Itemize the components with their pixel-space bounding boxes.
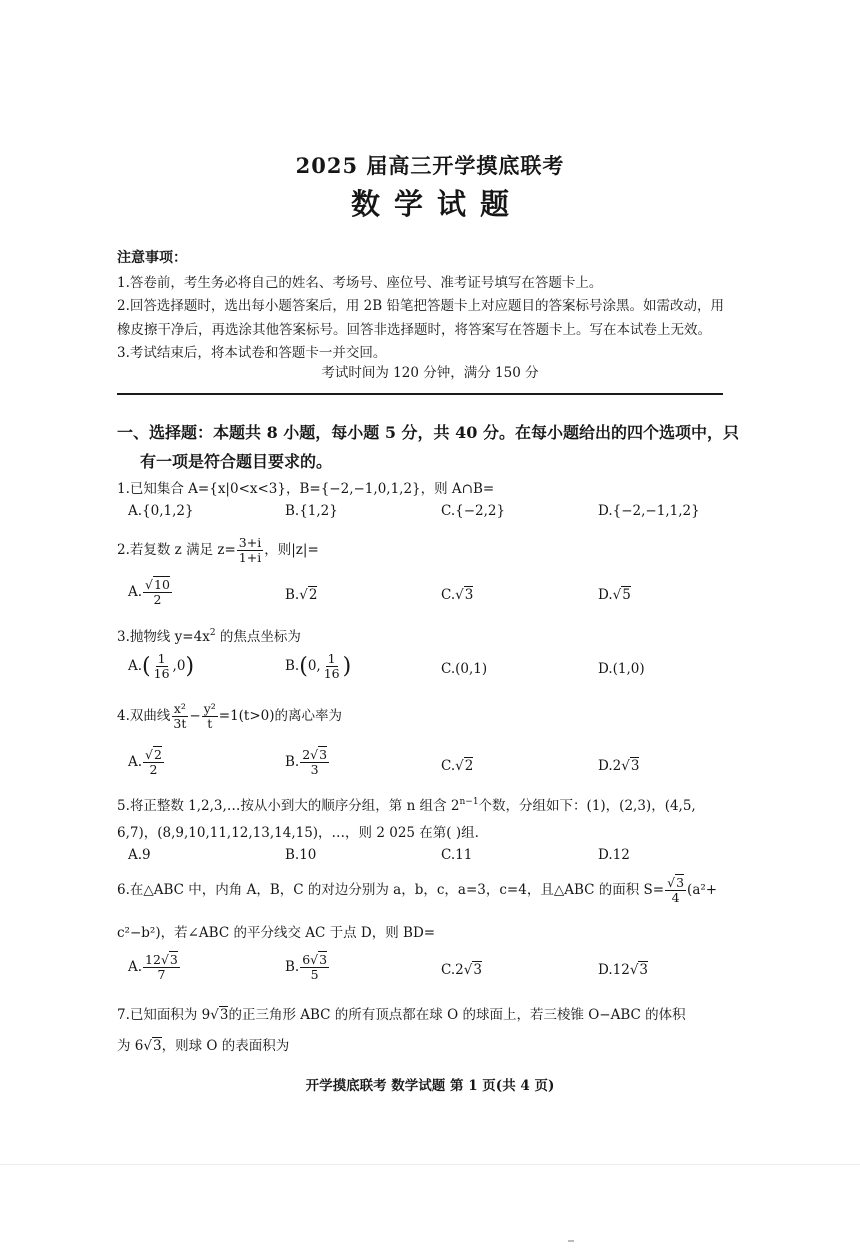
question-5-line-2: 6,7)，(8,9,10,11,12,13,14,15)，…，则 2 025 在第( )组. (117, 825, 479, 841)
note-item-3: 3.考试结束后，将本试卷和答题卡一并交回。 (117, 345, 387, 361)
note-item-2: 2.回答选择题时，选出每小题答案后，用 2B 铅笔把答题卡上对应题目的答案标号涂黑。如需改动，用 (117, 298, 724, 314)
q2-a-den: 2 (153, 591, 162, 607)
q4-frac-2 (202, 702, 218, 731)
q7-line2-text: 为 6 (117, 1038, 144, 1054)
q2-fraction (237, 536, 263, 565)
q6-b-coef: 6 (302, 952, 311, 967)
q3-a-label: A. (128, 657, 143, 674)
q3-stem-tail: 的焦点坐标为 (215, 629, 301, 645)
q4-d-label: D.2 (598, 758, 622, 774)
exam-time: 考试时间为 120 分钟，满分 150 分 (321, 365, 539, 381)
q3-stem-sup: 2 (209, 628, 216, 638)
q7-line1-text: 7.已知面积为 9 (117, 1007, 211, 1023)
q2-a-frac (143, 578, 172, 607)
q3-b-head: 0, (307, 657, 321, 674)
q2-frac-num: 3+i (238, 535, 262, 550)
q6-option-a (128, 953, 181, 982)
q4-a-radicand: 2 (154, 747, 162, 762)
q2-b-label: B. (285, 587, 300, 603)
question-7-line-2: 为 6√3，则球 O 的表面积为 (117, 1038, 290, 1054)
q5-line1-tail: 个数，分组如下：(1)，(2,3)，(4,5, (478, 798, 696, 814)
q7-line1-radicand: 3 (219, 1007, 229, 1023)
q4-b-radicand: 3 (319, 747, 328, 762)
q4-a-num: √2 (145, 747, 162, 762)
q4-f1-num: x² (173, 701, 186, 716)
q2-option-b: B.√2 (285, 587, 318, 603)
q6-line1-text: 6.在△ABC 中，内角 A，B，C 的对边分别为 a，b，c，a=3，c=4，且△ABC 的面积 S= (117, 881, 665, 898)
q3-b-frac (322, 652, 342, 681)
q3-b-den: 16 (323, 665, 340, 681)
note-item-2-cont: 橡皮擦干净后，再选涂其他答案标号。回答非选择题时，将答案写在答题卡上。写在本试卷上无效。 (117, 322, 711, 338)
divider (117, 393, 723, 395)
q6-area-radicand: 3 (676, 875, 685, 890)
q6-a-coef: 12 (145, 952, 161, 967)
q6-b-den: 5 (310, 966, 319, 982)
q2-d-radicand: 5 (622, 587, 631, 603)
q2-a-num: √10 (145, 577, 170, 592)
q3-b-num: 1 (327, 651, 336, 666)
q2-c-radicand: 3 (464, 587, 474, 603)
q2-stem-tail: ，则|z|= (264, 541, 319, 558)
q6-d-radicand: 3 (639, 962, 649, 978)
q4-option-a (128, 748, 165, 777)
q6-d-label: D.12 (598, 962, 630, 978)
q6-a-radicand: 3 (169, 952, 178, 967)
q6-area-frac (665, 876, 686, 905)
page-footer: 开学摸底联考 数学试题 第 1 页(共 4 页) (305, 1078, 555, 1094)
q1-option-c: C.{−2,2} (441, 503, 506, 519)
q2-a-label: A. (128, 583, 143, 600)
q6-a-num: 12√3 (145, 952, 178, 967)
q2-stem-text: 2.若复数 z 满足 z= (117, 541, 236, 558)
section-heading: 一、选择题：本题共 8 小题，每小题 5 分，共 40 分。在每小题给出的四个选项中，只 (117, 423, 739, 442)
q6-b-label: B. (285, 958, 300, 975)
question-6-line-2: c²−b²)，若∠ABC 的平分线交 AC 于点 D，则 BD= (117, 925, 436, 941)
q6-a-den: 7 (157, 966, 166, 982)
subject-title: 数学试题 (350, 187, 523, 221)
q4-b-num: 2√3 (302, 747, 328, 762)
q3-stem-text: 3.抛物线 y=4x (117, 629, 210, 645)
q4-c-radicand: 2 (464, 758, 474, 774)
q3-b-rparen: ) (342, 653, 352, 679)
q7-line1-tail: 的正三角形 ABC 的所有顶点都在球 O 的球面上，若三棱锥 O−ABC 的体积 (228, 1007, 686, 1023)
q4-b-frac (300, 748, 329, 777)
q4-a-den: 2 (149, 761, 158, 777)
q4-b-label: B. (285, 753, 300, 770)
q4-a-label: A. (128, 753, 143, 770)
q3-option-c: C.(0,1) (441, 661, 488, 677)
q1-option-a: A.{0,1,2} (128, 503, 194, 519)
q1-option-d: D.{−2,−1,1,2} (598, 503, 700, 519)
q6-a-frac (143, 953, 180, 982)
q4-stem-text: 4.双曲线 (117, 707, 171, 724)
scan-speck (568, 1240, 574, 1242)
question-7-line-1: 7.已知面积为 9√3的正三角形 ABC 的所有顶点都在球 O 的球面上，若三棱锥 O−ABC 的体积 (117, 1007, 686, 1023)
q2-option-c: C.√3 (441, 587, 474, 603)
q2-c-label: C. (441, 587, 456, 603)
q3-option-d: D.(1,0) (598, 661, 645, 677)
q4-frac-1 (171, 702, 188, 731)
q3-b-lparen: ( (299, 653, 308, 679)
note-item-1: 1.答卷前，考生务必将自己的姓名、考场号、座位号、准考证号填写在答题卡上。 (117, 275, 603, 291)
q5-line1-sup: n−1 (459, 797, 479, 807)
q2-d-label: D. (598, 587, 613, 603)
question-3-stem (117, 625, 301, 645)
q2-a-radicand: 10 (154, 577, 170, 592)
q3-a-lparen: ( (142, 653, 151, 679)
q6-c-radicand: 3 (473, 962, 482, 978)
q4-f2-num: y² (203, 701, 216, 716)
q3-a-frac (152, 652, 172, 681)
q4-a-frac (143, 748, 164, 777)
question-6-line-1 (117, 876, 717, 905)
question-5-line-1 (117, 794, 696, 814)
q6-option-d: D.12√3 (598, 962, 649, 978)
q4-stem-tail: =1(t>0)的离心率为 (218, 707, 343, 724)
q4-option-d: D.2√3 (598, 758, 640, 774)
q5-option-b: B.10 (285, 847, 317, 863)
q5-line1-text: 5.将正整数 1,2,3,…按从小到大的顺序分组，第 n 组含 2 (117, 798, 460, 814)
q6-c-label: C.2 (441, 962, 464, 978)
q3-b-label: B. (285, 657, 300, 674)
q4-d-radicand: 3 (630, 758, 640, 774)
q4-option-b (285, 748, 330, 777)
q4-minus: − (189, 707, 201, 724)
q2-frac-den: 1+i (238, 549, 262, 565)
q4-b-den: 3 (310, 761, 319, 777)
q6-b-radicand: 3 (319, 952, 328, 967)
q6-option-b (285, 953, 330, 982)
q3-a-num: 1 (157, 651, 166, 666)
q4-b-coef: 2 (302, 747, 311, 762)
q5-option-c: C.11 (441, 847, 473, 863)
q5-option-a: A.9 (128, 847, 151, 863)
q3-option-b (285, 652, 351, 681)
question-4-stem (117, 702, 342, 731)
exam-title: 2025 届高三开学摸底联考 (295, 153, 565, 178)
q6-a-label: A. (128, 958, 143, 975)
q2-option-a (128, 578, 173, 607)
notes-heading: 注意事项： (117, 250, 187, 266)
q2-option-d: D.√5 (598, 587, 631, 603)
q4-f1-den: 3t (173, 715, 187, 731)
q5-option-d: D.12 (598, 847, 630, 863)
scan-edge-line (0, 1164, 860, 1165)
q4-c-label: C. (441, 758, 456, 774)
q1-option-b: B.{1,2} (285, 503, 338, 519)
q6-option-c: C.2√3 (441, 962, 482, 978)
q6-line1-tail: (a²+ (687, 881, 718, 898)
question-2-stem (117, 536, 319, 565)
q6-area-den: 4 (671, 889, 680, 905)
q6-b-frac (300, 953, 329, 982)
q6-b-num: 6√3 (302, 952, 328, 967)
q7-line2-tail: ，则球 O 的表面积为 (161, 1038, 290, 1054)
question-1-stem: 1.已知集合 A={x|0<x<3}，B={−2,−1,0,1,2}，则 A∩B= (117, 481, 495, 497)
q2-b-radicand: 2 (308, 587, 318, 603)
section-heading-cont: 有一项是符合题目要求的。 (140, 452, 333, 471)
q6-area-num: √3 (667, 875, 685, 890)
q3-option-a (128, 652, 194, 681)
q3-a-den: 16 (153, 665, 170, 681)
q3-a-rparen: ) (185, 653, 195, 679)
q4-f2-den: t (207, 715, 213, 731)
q3-a-tail: ,0 (172, 657, 186, 674)
q4-option-c: C.√2 (441, 758, 474, 774)
q7-line2-radicand: 3 (153, 1038, 162, 1054)
